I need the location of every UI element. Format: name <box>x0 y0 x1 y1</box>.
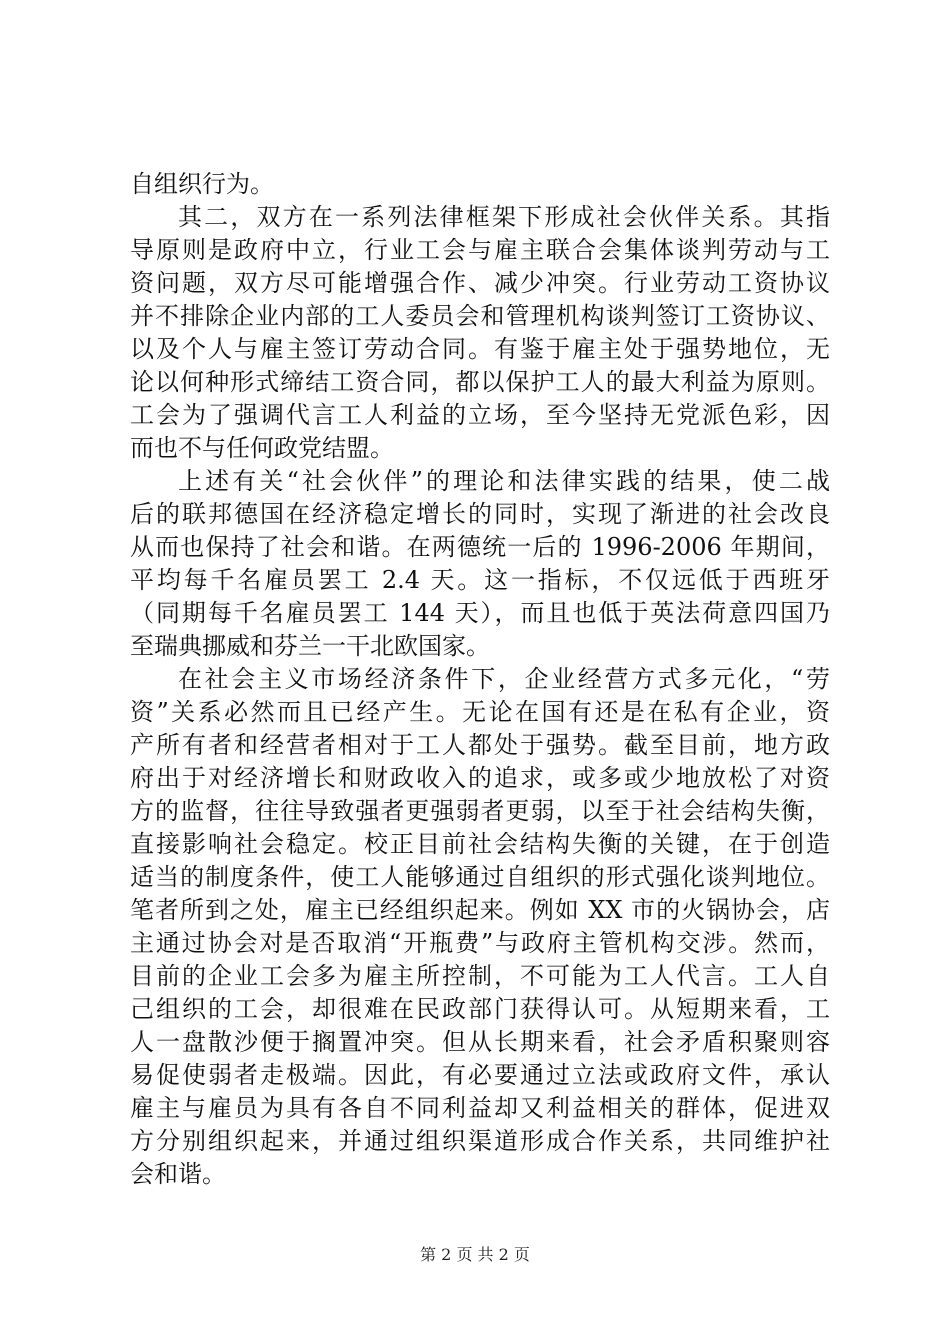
text-line: 资问题，双方尽可能增强合作、减少冲突。行业劳动工资协议 <box>130 269 830 297</box>
paragraph <box>130 168 830 201</box>
text-line: 工会为了强调代言工人利益的立场，至今坚持无党派色彩，因 <box>130 401 830 429</box>
text-line: 上述有关“社会伙伴”的理论和法律实践的结果，使二战 <box>178 467 830 495</box>
text-line: 论以何种形式缔结工资合同，都以保护工人的最大利益为原则。 <box>130 368 830 396</box>
text-line: 在社会主义市场经济条件下，企业经营方式多元化，“劳 <box>178 665 830 693</box>
text-line: 方的监督，往往导致强者更强弱者更弱，以至于社会结构失衡， <box>130 797 830 825</box>
page-footer <box>0 1244 950 1266</box>
text-line: 人一盘散沙便于搁置冲突。但从长期来看，社会矛盾积聚则容 <box>130 1028 830 1056</box>
text-line: 自组织行为。 <box>130 170 274 198</box>
paragraph <box>130 201 830 465</box>
text-line: 方分别组织起来，并通过组织渠道形成合作关系，共同维护社 <box>130 1127 830 1155</box>
text-line: 并不排除企业内部的工人委员会和管理机构谈判签订工资协议、 <box>130 302 830 330</box>
text-line: 其二，双方在一系列法律框架下形成社会伙伴关系。其指 <box>178 203 830 231</box>
text-line: 后的联邦德国在经济稳定增长的同时，实现了渐进的社会改良 <box>130 500 830 528</box>
text-line: （同期每千名雇员罢工 144 天），而且也低于英法荷意四国乃 <box>130 599 830 627</box>
text-line: 导原则是政府中立，行业工会与雇主联合会集体谈判劳动与工 <box>130 236 830 264</box>
text-line: 会和谐。 <box>130 1160 226 1188</box>
text-line: 从而也保持了社会和谐。在两德统一后的 1996-2006 年期间， <box>130 533 830 561</box>
text-line: 目前的企业工会多为雇主所控制，不可能为工人代言。工人自 <box>130 962 830 990</box>
paragraph <box>130 663 830 1191</box>
text-line: 笔者所到之处，雇主已经组织起来。例如 XX 市的火锅协会，店 <box>130 896 830 924</box>
text-line: 府出于对经济增长和财政收入的追求，或多或少地放松了对资 <box>130 764 830 792</box>
text-line: 直接影响社会稳定。校正目前社会结构失衡的关键，在于创造 <box>130 830 830 858</box>
text-line: 以及个人与雇主签订劳动合同。有鉴于雇主处于强势地位，无 <box>130 335 830 363</box>
text-line: 主通过协会对是否取消“开瓶费”与政府主管机构交涉。然而， <box>130 929 830 957</box>
text-line: 雇主与雇员为具有各自不同利益却又利益相关的群体，促进双 <box>130 1094 830 1122</box>
text-line: 己组织的工会，却很难在民政部门获得认可。从短期来看，工 <box>130 995 830 1023</box>
text-line: 产所有者和经营者相对于工人都处于强势。截至目前，地方政 <box>130 731 830 759</box>
text-line: 易促使弱者走极端。因此，有必要通过立法或政府文件，承认 <box>130 1061 830 1089</box>
text-line: 而也不与任何政党结盟。 <box>130 434 394 462</box>
text-line: 适当的制度条件，使工人能够通过自组织的形式强化谈判地位。 <box>130 863 830 891</box>
text-line: 资”关系必然而且已经产生。无论在国有还是在私有企业，资 <box>130 698 830 726</box>
paragraph <box>130 465 830 663</box>
text-line: 平均每千名雇员罢工 2.4 天。这一指标，不仅远低于西班牙 <box>130 566 830 594</box>
text-line: 至瑞典挪威和芬兰一干北欧国家。 <box>130 632 490 660</box>
document-body <box>130 168 830 1191</box>
page-number-label: 第 2 页 共 2 页 <box>420 1245 530 1264</box>
